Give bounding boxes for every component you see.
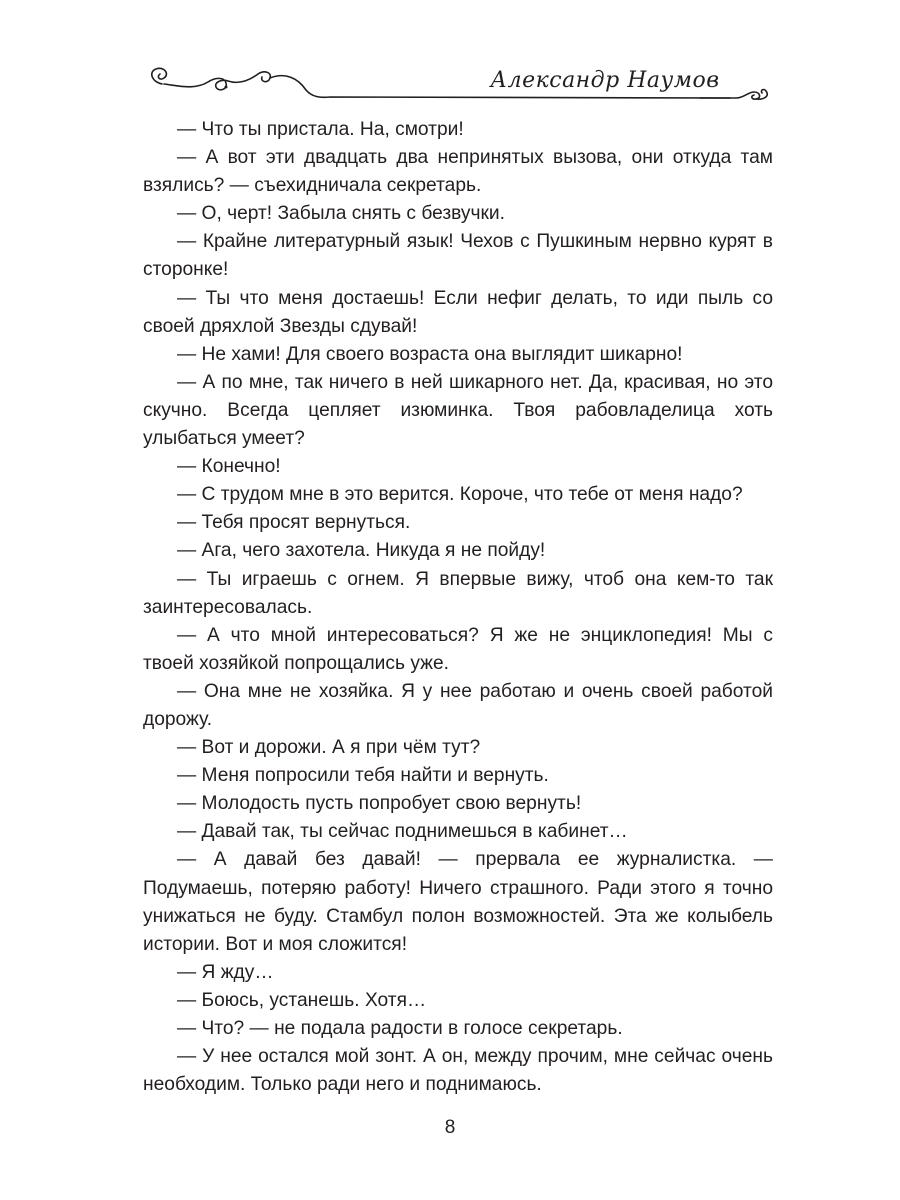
paragraph: — С трудом мне в это верится. Короче, что тебе от меня надо? (177, 484, 743, 506)
paragraph: — Ты что меня достаешь! Если нефиг делать, то иди пыль со своей дряхлой Звезды сдувай! (143, 287, 773, 337)
body-text (143, 116, 773, 1099)
paragraph: — Что ты пристала. На, смотри! (177, 119, 464, 140)
paragraph: — Что? — не подала радости в голосе секретарь. (177, 1018, 623, 1039)
paragraph: — Вот и дорожи. А я при чём тут? (177, 737, 481, 759)
paragraph: — Конечно! (177, 456, 281, 478)
paragraph: — Ага, чего захотела. Никуда я не пойду! (177, 540, 546, 562)
paragraph: — А давай без давай! — прервала ее журналистка. — Подумаешь, потеряю работу! Ничего страшного. Ради этого я точно унижаться не буду. Стамбул полон возможностей. Эта же колыбель истории. Вот и моя сложится! (143, 849, 773, 955)
paragraph: — Давай так, ты сейчас поднимешься в кабинет… (177, 821, 628, 843)
paragraph: — А что мной интересоваться? Я же не энциклопедия! Мы с твоей хозяйкой попрощались уже. (143, 624, 773, 674)
paragraph: — У нее остался мой зонт. А он, между прочим, мне сейчас очень необходим. Только ради него и поднимаюсь. (143, 1046, 773, 1096)
paragraph: — Я жду… (177, 961, 274, 983)
paragraph: — Меня попросили тебя найти и вернуть. (177, 765, 549, 787)
author-name: Александр Наумов (490, 68, 720, 93)
paragraph: — А по мне, так ничего в ней шикарного нет. Да, красивая, но это скучно. Всегда цепляет изюминка. Твоя рабовладелица хоть улыбаться умеет? (143, 371, 773, 450)
paragraph: — Не хами! Для своего возраста она выглядит шикарно! (177, 343, 683, 365)
paragraph: — О, черт! Забыла снять с безвучки. (177, 203, 505, 225)
paragraph: — Молодость пусть попробует свою вернуть! (177, 793, 582, 815)
paragraph: — Крайне литературный язык! Чехов с Пушкиным нервно курят в сторонке! (143, 231, 773, 281)
running-header (140, 60, 780, 110)
paragraph: — А вот эти двадцать два непринятых вызова, они откуда там взялись? — съехидничала секретарь. (143, 147, 773, 197)
paragraph: — Ты играешь с огнем. Я впервые вижу, чтоб она кем-то так заинтересовалась. (143, 568, 773, 618)
paragraph: — Боюсь, устанешь. Хотя… (177, 989, 427, 1011)
page-number: 8 (444, 1117, 456, 1138)
paragraph: — Она мне не хозяйка. Я у нее работаю и очень своей работой дорожу. (143, 680, 773, 730)
paragraph: — Тебя просят вернуться. (177, 512, 411, 534)
